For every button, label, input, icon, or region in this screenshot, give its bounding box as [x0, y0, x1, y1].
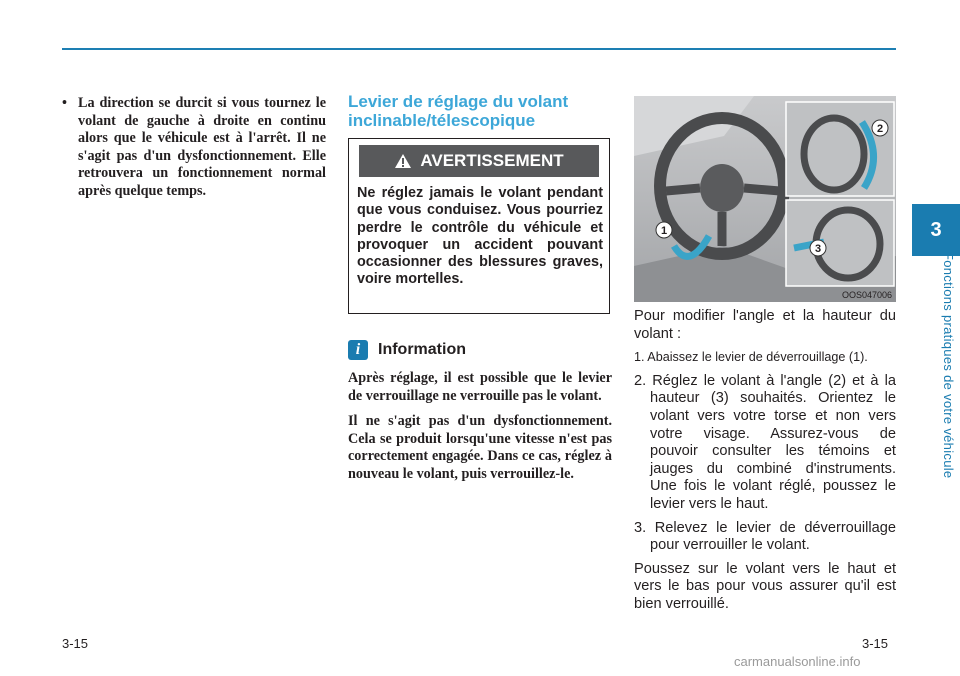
callout-2: [872, 120, 888, 136]
left-column: [62, 95, 326, 200]
warning-box: [348, 138, 610, 314]
page-number-right: 3-15: [862, 636, 889, 651]
info-paragraph-2: Il ne s'agit pas d'un dysfonctionnement. Cela se produit lorsqu'une vitesse n'est pas correctement engagée. Dans ce cas, réglez à nouveau le volant, puis verrouillez-le.: [348, 413, 612, 482]
callout-1-label: 1: [660, 225, 668, 237]
instructions-intro: Pour modifier l'angle et la hauteur du volant :: [634, 308, 896, 342]
instruction-step-2: 2. Réglez le volant à l'angle (2) et à la hauteur (3) souhaités. Orientez le volant vers votre torse et non vers votre visage. Assurez-vous de pouvoir consulter les témoins et jauges du combiné d'instruments. Une fois le volant réglé, poussez le levier vers le haut.: [634, 372, 896, 512]
warning-header: [359, 145, 599, 177]
bullet-dot: •: [62, 95, 67, 111]
instruction-step-3: 3. Relevez le levier de déverrouillage pour verrouiller le volant.: [634, 519, 896, 554]
warning-heading: AVERTISSEMENT: [420, 151, 564, 170]
header-rule: [62, 48, 896, 50]
instruction-step-1: 1. Abaissez le levier de déverrouillage (1).: [634, 350, 868, 365]
steering-wheel-figure: [634, 96, 896, 302]
section-title-line1: Levier de réglage du volant: [348, 92, 569, 111]
bullet-paragraph: [62, 95, 326, 200]
section-heading: [348, 92, 612, 130]
info-paragraph-1: Après réglage, il est possible que le levier de verrouillage ne verrouille pas le volant.: [348, 370, 612, 404]
callout-2-label: 2: [876, 123, 884, 135]
callout-3: [810, 240, 826, 256]
info-i-icon: i: [348, 340, 368, 360]
warning-text: Ne réglez jamais le volant pendant que vous conduisez. Vous pourriez perdre le contrôle du véhicule et provoquer un accident pouvant occasionner des blessures graves, voire mortelles.: [357, 185, 603, 288]
callout-1: [656, 222, 672, 238]
warning-triangle-icon: [394, 153, 412, 169]
chapter-tab: 3: [912, 204, 960, 256]
info-heading: [348, 340, 466, 360]
info-body: [348, 370, 612, 491]
chapter-side-title: Fonctions pratiques de votre véhicule: [941, 252, 956, 479]
page-number-left: 3-15: [62, 636, 89, 651]
figure-code: OOS047006: [841, 290, 892, 300]
section-title-line2: inclinable/télescopique: [348, 111, 536, 130]
bullet-text: La direction se durcit si vous tournez le volant de gauche à droite en continu alors que le véhicule est à l'arrêt. Il ne s'agit pas d'un dysfonctionnement. Elle retrouvera un fonctionnement normal après quelque temps.: [78, 95, 326, 199]
instructions-outro: Poussez sur le volant vers le haut et vers le bas pour vous assurer qu'il est bien verrouillé.: [634, 560, 896, 612]
info-title: Information: [378, 341, 466, 358]
instructions: [634, 308, 896, 620]
footer-watermark: carmanualsonline.info: [734, 654, 861, 669]
callout-3-label: 3: [814, 243, 822, 255]
